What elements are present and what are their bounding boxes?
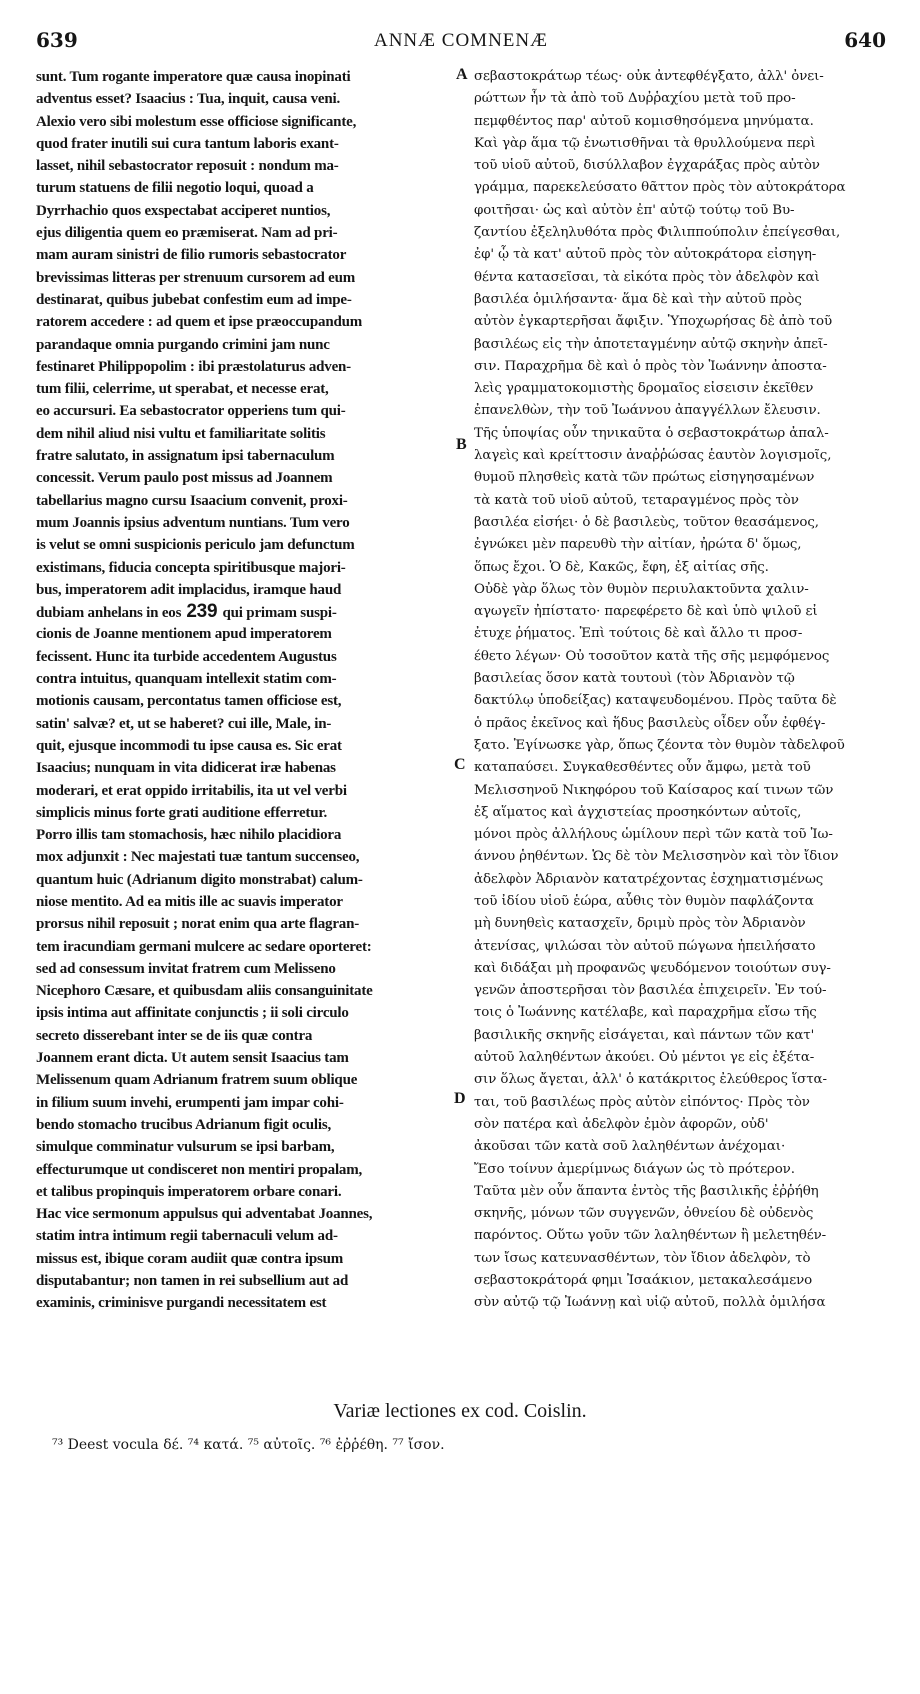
greek-text-line: αὐτοῦ λαληθέντων ἀκούει. Οὐ μέντοι γε εἰς ἐξέτα- (474, 1050, 815, 1066)
latin-text-line: quit, ejusque incommodi tu ipse causa es. Sic erat (36, 737, 342, 754)
latin-text-line: et talibus propinquis imperatorem orbare conari. (36, 1183, 342, 1200)
latin-text-line: Melissenum quam Adrianum fratrem suum oblique (36, 1072, 358, 1089)
latin-text-line: Joannem erant dicta. Ut autem sensit Isaacius tam (36, 1050, 349, 1067)
latin-text-line: fecissent. Hunc ita turbide accedentem Augustus (36, 648, 337, 665)
greek-text-line: σεβαστοκράτωρ τέως· οὐκ ἀντεφθέγξατο, ἀλλ' ὀνει- (474, 69, 824, 84)
greek-text-line: καὶ διδάξαι μὴ προφανῶς ψευδόμενον τοιούτων συγ- (474, 960, 831, 976)
latin-text-line: Isaacius; nunquam in vita didicerat iræ habenas (36, 760, 336, 777)
latin-text-line: motionis causam, percontatus tamen officiose est, (36, 693, 342, 710)
latin-text-line: simplicis minus forte grati auditione efferretur. (36, 804, 327, 821)
greek-text-line: Ταῦτα μὲν οὖν ἅπαντα ἐντὸς τῆς βασιλικῆς ἐῤῥήθη (474, 1183, 819, 1199)
greek-text-line: ἀδελφὸν Ἀδριανὸν κατατρέχοντας ἐσχηματισμένως (474, 871, 824, 887)
latin-text-line: Alexio vero sibi molestum esse officiose significante, (36, 113, 357, 130)
greek-text-line: γενῶν ἀποστερῆσαι τὸν βασιλέα ἐπιχειρεῖν. Ἐν τού- (474, 983, 827, 999)
greek-text-line: μόνοι πρὸς ἀλλήλους ὡμίλουν περὶ τῶν κατὰ τοῦ Ἰω- (474, 827, 833, 843)
latin-text-line: dubiam anhelans in eos 239 qui primam suspi- (36, 601, 337, 623)
latin-text-line: existimans, fiducia concepta spiritibusque majori- (36, 559, 346, 576)
text-line-tail: qui primam suspi- (222, 605, 337, 622)
latin-text-line: contra intuitus, quanquam intellexit statim com- (36, 671, 337, 688)
latin-text-line: mox adjunxit : Nec majestati tuæ tantum succenseo, (36, 849, 360, 866)
latin-text-line: statim intra intimum regii tabernaculi velum ad- (36, 1228, 338, 1245)
greek-text-line: τὰ κατὰ τοῦ υἱοῦ αὐτοῦ, τεταραγμένος πρὸς τὸν (474, 492, 799, 508)
greek-text-line: φοιτῆσαι· ὡς καὶ αὐτὸν ἐπ' αὐτῷ τούτῳ τοῦ Βυ- (474, 202, 795, 218)
latin-text-line: prorsus nihil reposuit ; norat enim qua arte flagran- (36, 916, 360, 933)
greek-text-line: ἀκοῦσαι τῶν κατὰ σοῦ λαληθέντων ἀνέχομαι· (474, 1139, 786, 1155)
greek-text-line: παρόντος. Οὕτω γοῦν τῶν λαληθέντων ἢ μελετηθέν- (474, 1228, 827, 1244)
greek-text-line: ρώττων ἦν τὰ ἀπὸ τοῦ Δυῤῥαχίου μετὰ τοῦ προ- (474, 91, 796, 107)
greek-text-line: καταπαύσει. Συγκαθεσθέντες οὖν ἄμφω, μετὰ τοῦ (474, 760, 811, 776)
latin-text-line: quod frater inutili sui cura tantum laboris exant- (36, 135, 339, 152)
greek-text-line: τοῦ υἱοῦ αὐτοῦ, δισύλλαβον ἐγχαράξας πρὸς αὐτὸν (474, 158, 820, 174)
greek-text-line: σεβαστοκράτορά φημι Ἰσαάκιον, μετακαλεσάμενο (474, 1273, 813, 1289)
greek-text-line: Ἔσο τοίνυν ἀμερίμνως διάγων ὡς τὸ πρότερον. (474, 1161, 795, 1177)
margin-letter-d: D (454, 1090, 466, 1107)
latin-text-line: ipsis intima aut affinitate conjunctis ; ii soli circulo (36, 1005, 349, 1022)
latin-text-line: cionis de Joanne mentionem apud imperatorem (36, 626, 332, 643)
greek-text-line: ἐπανελθὼν, τὴν τοῦ Ἰωάννου ἀπαγγέλλων ἔλευσιν. (474, 403, 821, 419)
greek-text-line: βασιλικῆς σκηνῆς εἰσάγεται, καὶ πάντων τῶν κατ' (474, 1027, 815, 1043)
greek-text-line: βασιλέα ὁμιλήσαντα· ἅμα δὲ καὶ τὴν αὐτοῦ πρὸς (474, 291, 802, 307)
column-number: 239 (181, 601, 223, 623)
greek-text-line: Τῆς ὑποψίας οὖν τηνικαῦτα ὁ σεβαστοκράτωρ ἀπαλ- (474, 425, 829, 441)
latin-text-line: festinaret Philippopolim : ibi præstolaturus adven- (36, 358, 351, 375)
page-header (36, 28, 886, 58)
greek-text-line: αγωγεῖν ἠπίστατο· παρεφέρετο δὲ καὶ ὑπὸ ψιλοῦ εἰ (474, 604, 818, 620)
latin-text-line: examinis, criminisve purgandi necessitatem est (36, 1295, 327, 1312)
greek-text-line: ζαντίου ἐξεληλυθότα πρὸς Φιλιππούπολιν ἐπείγεσθαι, (474, 225, 841, 241)
latin-text-line: Hac vice sermonum appulsus qui adventabat Joannes, (36, 1206, 373, 1223)
latin-text-line: destinarat, quibus jubebat confestim eum ad impe- (36, 291, 352, 308)
page-number-right: 640 (844, 28, 886, 52)
greek-text-line: πεμφθέντος παρ' αὐτοῦ κομισθησόμενα μηνύματα. (474, 113, 814, 129)
latin-text-line: Porro illis tam stomachosis, hæc nihilo placidiora (36, 827, 342, 844)
greek-text-line: βασιλέως εἰς τὴν ἀποτεταγμένην αὐτῷ σκηνὴν ἀπεῖ- (474, 336, 828, 352)
latin-text-line: bus, imperatorem adit implacidus, iramque haud (36, 581, 342, 598)
latin-text-line: tum filii, celerrime, ut sperabat, et necesse erat, (36, 381, 329, 398)
greek-text-line: σὸν πατέρα καὶ ἀδελφὸν ἐμὸν ἀφορῶν, οὐδ' (474, 1116, 769, 1132)
greek-text-line: βασιλείας ὅσον κατὰ τουτουὶ (τὸν Ἀδριανὸν τῷ (474, 671, 795, 687)
greek-text-line: ἐγνώκει μὲν παρευθὺ τὴν αἰτίαν, ἠρώτα δ' ὅμως, (474, 537, 802, 553)
running-title: ANNÆ COMNENÆ (373, 30, 549, 51)
margin-letter-b: B (456, 436, 467, 453)
greek-text-line: Οὐδὲ γὰρ ὅλως τὸν θυμὸν περιυλακτοῦντα χαλιν- (474, 581, 809, 597)
margin-letter-c: C (454, 756, 466, 773)
latin-text-line: missus est, ibique coram audiit quæ contra ipsum (36, 1250, 344, 1267)
latin-text-line: bendo stomacho trucibus Adrianum figit oculis, (36, 1116, 332, 1133)
greek-text-line: ἀτενίσας, ψιλώσαι τὸν αὐτοῦ πώγωνα ἠπειλήσατο (474, 938, 816, 954)
latin-text-line: moderari, et erat oppido irritabilis, ita ut vel verbi (36, 782, 347, 799)
greek-text-line: Καὶ γὰρ ἅμα τῷ ἐνωτισθῆναι τὰ θρυλλούμενα περὶ (474, 135, 816, 151)
greek-text-line: θυμοῦ πλησθεὶς κατὰ τῶν πρώτως εἰσηγησαμένων (474, 470, 815, 486)
greek-text-line: βασιλέα εἰσήει· ὁ δὲ βασιλεὺς, τοῦτον θεασάμενος, (474, 514, 819, 530)
greek-text-line: μὴ δυνηθεὶς κατασχεῖν, δριμὺ πρὸς τὸν Ἀδριανὸν (474, 916, 806, 932)
footnotes: ⁷³ Deest vocula δέ. ⁷⁴ κατά. ⁷⁵ αὐτοῖς. ⁷⁶ ἐῤῥέθη. ⁷⁷ ἴσον. (52, 1437, 445, 1453)
greek-text-line: θέντα κατασεῖσαι, τὰ εἰκότα πρὸς τὸν ἀδελφὸν καὶ (474, 269, 820, 285)
latin-text-line: lasset, nihil sebastocrator reposuit : nondum ma- (36, 158, 339, 175)
latin-text-line: satin' salvæ? et, ut se haberet? cui ille, Male, in- (36, 715, 332, 732)
latin-text-line: ejus diligentia quem eo præmiserat. Nam ad pri- (36, 225, 338, 242)
greek-text-line: ται, τοῦ βασιλέως πρὸς αὐτὸν εἰπόντος· Πρὸς τὸν (474, 1094, 810, 1110)
latin-text-line: sunt. Tum rogante imperatore quæ causa inopinati (36, 69, 351, 85)
latin-text-line: in filium suum invehi, erumpenti jam impar cohi- (36, 1094, 344, 1111)
latin-text-line: ratorem accedere : ad quem et ipse præoccupandum (36, 314, 363, 331)
latin-text-line: tem iracundiam germani mulcere ac sedare oporteret: (36, 938, 372, 955)
latin-text-line: dem nihil aliud nisi vultu et familiaritate solitis (36, 425, 326, 442)
greek-text-line: ἐφ' ᾧ τὰ κατ' αὐτοῦ πρὸς τὸν αὐτοκράτορα εἰσηγη- (474, 247, 817, 263)
latin-text-line: eo accursuri. Ea sebastocrator opperiens tum qui- (36, 403, 346, 420)
latin-text-line: sed ad consessum invitat fratrem cum Melisseno (36, 960, 336, 977)
greek-text-line: ὅπως ἔχοι. Ὁ δὲ, Κακῶς, ἔφη, ἐξ αἰτίας σῆς. (474, 559, 769, 575)
latin-text-line: Nicephoro Cæsare, et quibusdam aliis consanguinitate (36, 983, 373, 1000)
greek-text-line: των ἴσως κατευνασθέντων, τὸν ἴδιον ἀδελφὸν, τὸ (474, 1250, 811, 1266)
greek-text-line: τοις ὁ Ἰωάννης κατέλαβε, καὶ παραχρῆμα εἴσω τῆς (474, 1005, 817, 1021)
greek-text-line: Μελισσηνοῦ Νικηφόρου τοῦ Καίσαρος καί τινων τῶν (474, 782, 834, 798)
greek-text-line: αὐτὸν ἐγκαρτερῆσαι ἄφιξιν. Ὑποχωρήσας δὲ ἀπὸ τοῦ (474, 314, 832, 330)
greek-text-line: σὺν αὐτῷ τῷ Ἰωάννῃ καὶ υἱῷ αὐτοῦ, πολλὰ ὁμιλήσα (474, 1295, 826, 1311)
latin-text-line: mam auram sinistri de filio rumoris sebastocrator (36, 247, 347, 264)
variant-readings-title: Variæ lectiones ex cod. Coislin. (333, 1400, 587, 1422)
greek-text-line: άννου ῥηθέντων. Ὡς δὲ τὸν Μελισσηνὸν καὶ τὸν ἴδιον (474, 849, 839, 865)
latin-text-line: tabellarius magno cursu Isaacium convenit, proxi- (36, 492, 348, 509)
greek-text-line: σιν. Παραχρῆμα δὲ καὶ ὁ πρὸς τὸν Ἰωάννην ἀποστα- (474, 358, 827, 374)
latin-text-line: concessit. Verum paulo post missus ad Joannem (36, 470, 333, 487)
greek-text-line: σκηνῆς, μόνων τῶν συγγενῶν, ὀθνείου δὲ οὐδενὸς (474, 1206, 814, 1222)
greek-text-line: σιν ὅλως ἄγεται, ἀλλ' ὁ κατάκριτος ἐλεύθερος ἵστα- (474, 1072, 827, 1088)
latin-text-line: disputabantur; non tamen in rei subsellium aut ad (36, 1273, 349, 1290)
greek-text-line: ξατο. Ἐγίνωσκε γὰρ, ὅπως ζέοντα τὸν θυμὸν τὰδελφοῦ (474, 737, 845, 753)
latin-text-line: is velut se omni suspicionis periculo jam defunctum (36, 537, 355, 554)
greek-text-line: ἐξ αἵματος καὶ ἀγχιστείας προσηκόντων αὐτοῖς, (474, 804, 802, 820)
latin-text-line: parandaque omnia purgando crimini jam nunc (36, 336, 330, 353)
greek-text-line: έθετο λέγων· Οὐ τοσοῦτον κατὰ τῆς σῆς μεμφόμενος (474, 648, 830, 664)
greek-text-line: λεὶς γραμματοκομιστὴς δρομαῖος εἰσεισιν ἐκεῖθεν (474, 381, 814, 397)
latin-text-line: brevissimas litteras per strenuum cursorem ad eum (36, 269, 356, 286)
greek-text-line: λαγεὶς καὶ κρείττοσιν ἀναῤῥώσας ἑαυτὸν λογισμοῖς, (474, 448, 832, 464)
latin-text-line: Dyrrhachio quos exspectabat acciperet nuntios, (36, 202, 331, 219)
latin-text-line: effecturumque ut condisceret non mentiri propalam, (36, 1161, 363, 1178)
latin-text-line: secreto disserebant inter se de iis quæ contra (36, 1027, 313, 1044)
greek-text-line: γράμμα, παρεκελεύσατο θᾶττον πρὸς τὸν αὐτοκράτορα (474, 180, 846, 196)
greek-text-line: τοῦ ἰδίου υἱοῦ ἑώρα, αὖθις τὸν θυμὸν παφλάζοντα (474, 893, 814, 909)
latin-text-line: turum statuens de filii negotio loqui, quoad a (36, 180, 314, 197)
latin-text-line: mum Joannis ipsius adventum nuntians. Tum vero (36, 514, 350, 531)
latin-text-line: quantum huic (Adrianum digito monstrabat) calum- (36, 871, 363, 888)
greek-text-line: ἐτυχε ῥήματος. Ἐπὶ τούτοις δὲ καὶ ἄλλο τι προσ- (474, 626, 803, 642)
greek-text-line: δακτύλῳ ὑποδείξας) καταψευδομένου. Πρὸς ταῦτα δὲ (474, 693, 837, 709)
latin-text-line: adventus esset? Isaacius : Tua, inquit, causa veni. (36, 91, 341, 108)
page-number-left: 639 (36, 28, 78, 52)
latin-text-line: simulque comminatur vulsurum se ipsi barbam, (36, 1139, 335, 1156)
greek-text-line: ὁ πρᾶος ἐκεῖνος καὶ ἥδυς βασιλεὺς οἶδεν οὖν ἐφθέγ- (474, 715, 826, 731)
margin-letter-a: A (456, 66, 468, 83)
latin-text-line: fratre salutato, in assignatum ipsi tabernaculum (36, 448, 335, 465)
latin-text-line: niose mentito. Ad ea mitis ille ac suavis imperator (36, 893, 343, 910)
